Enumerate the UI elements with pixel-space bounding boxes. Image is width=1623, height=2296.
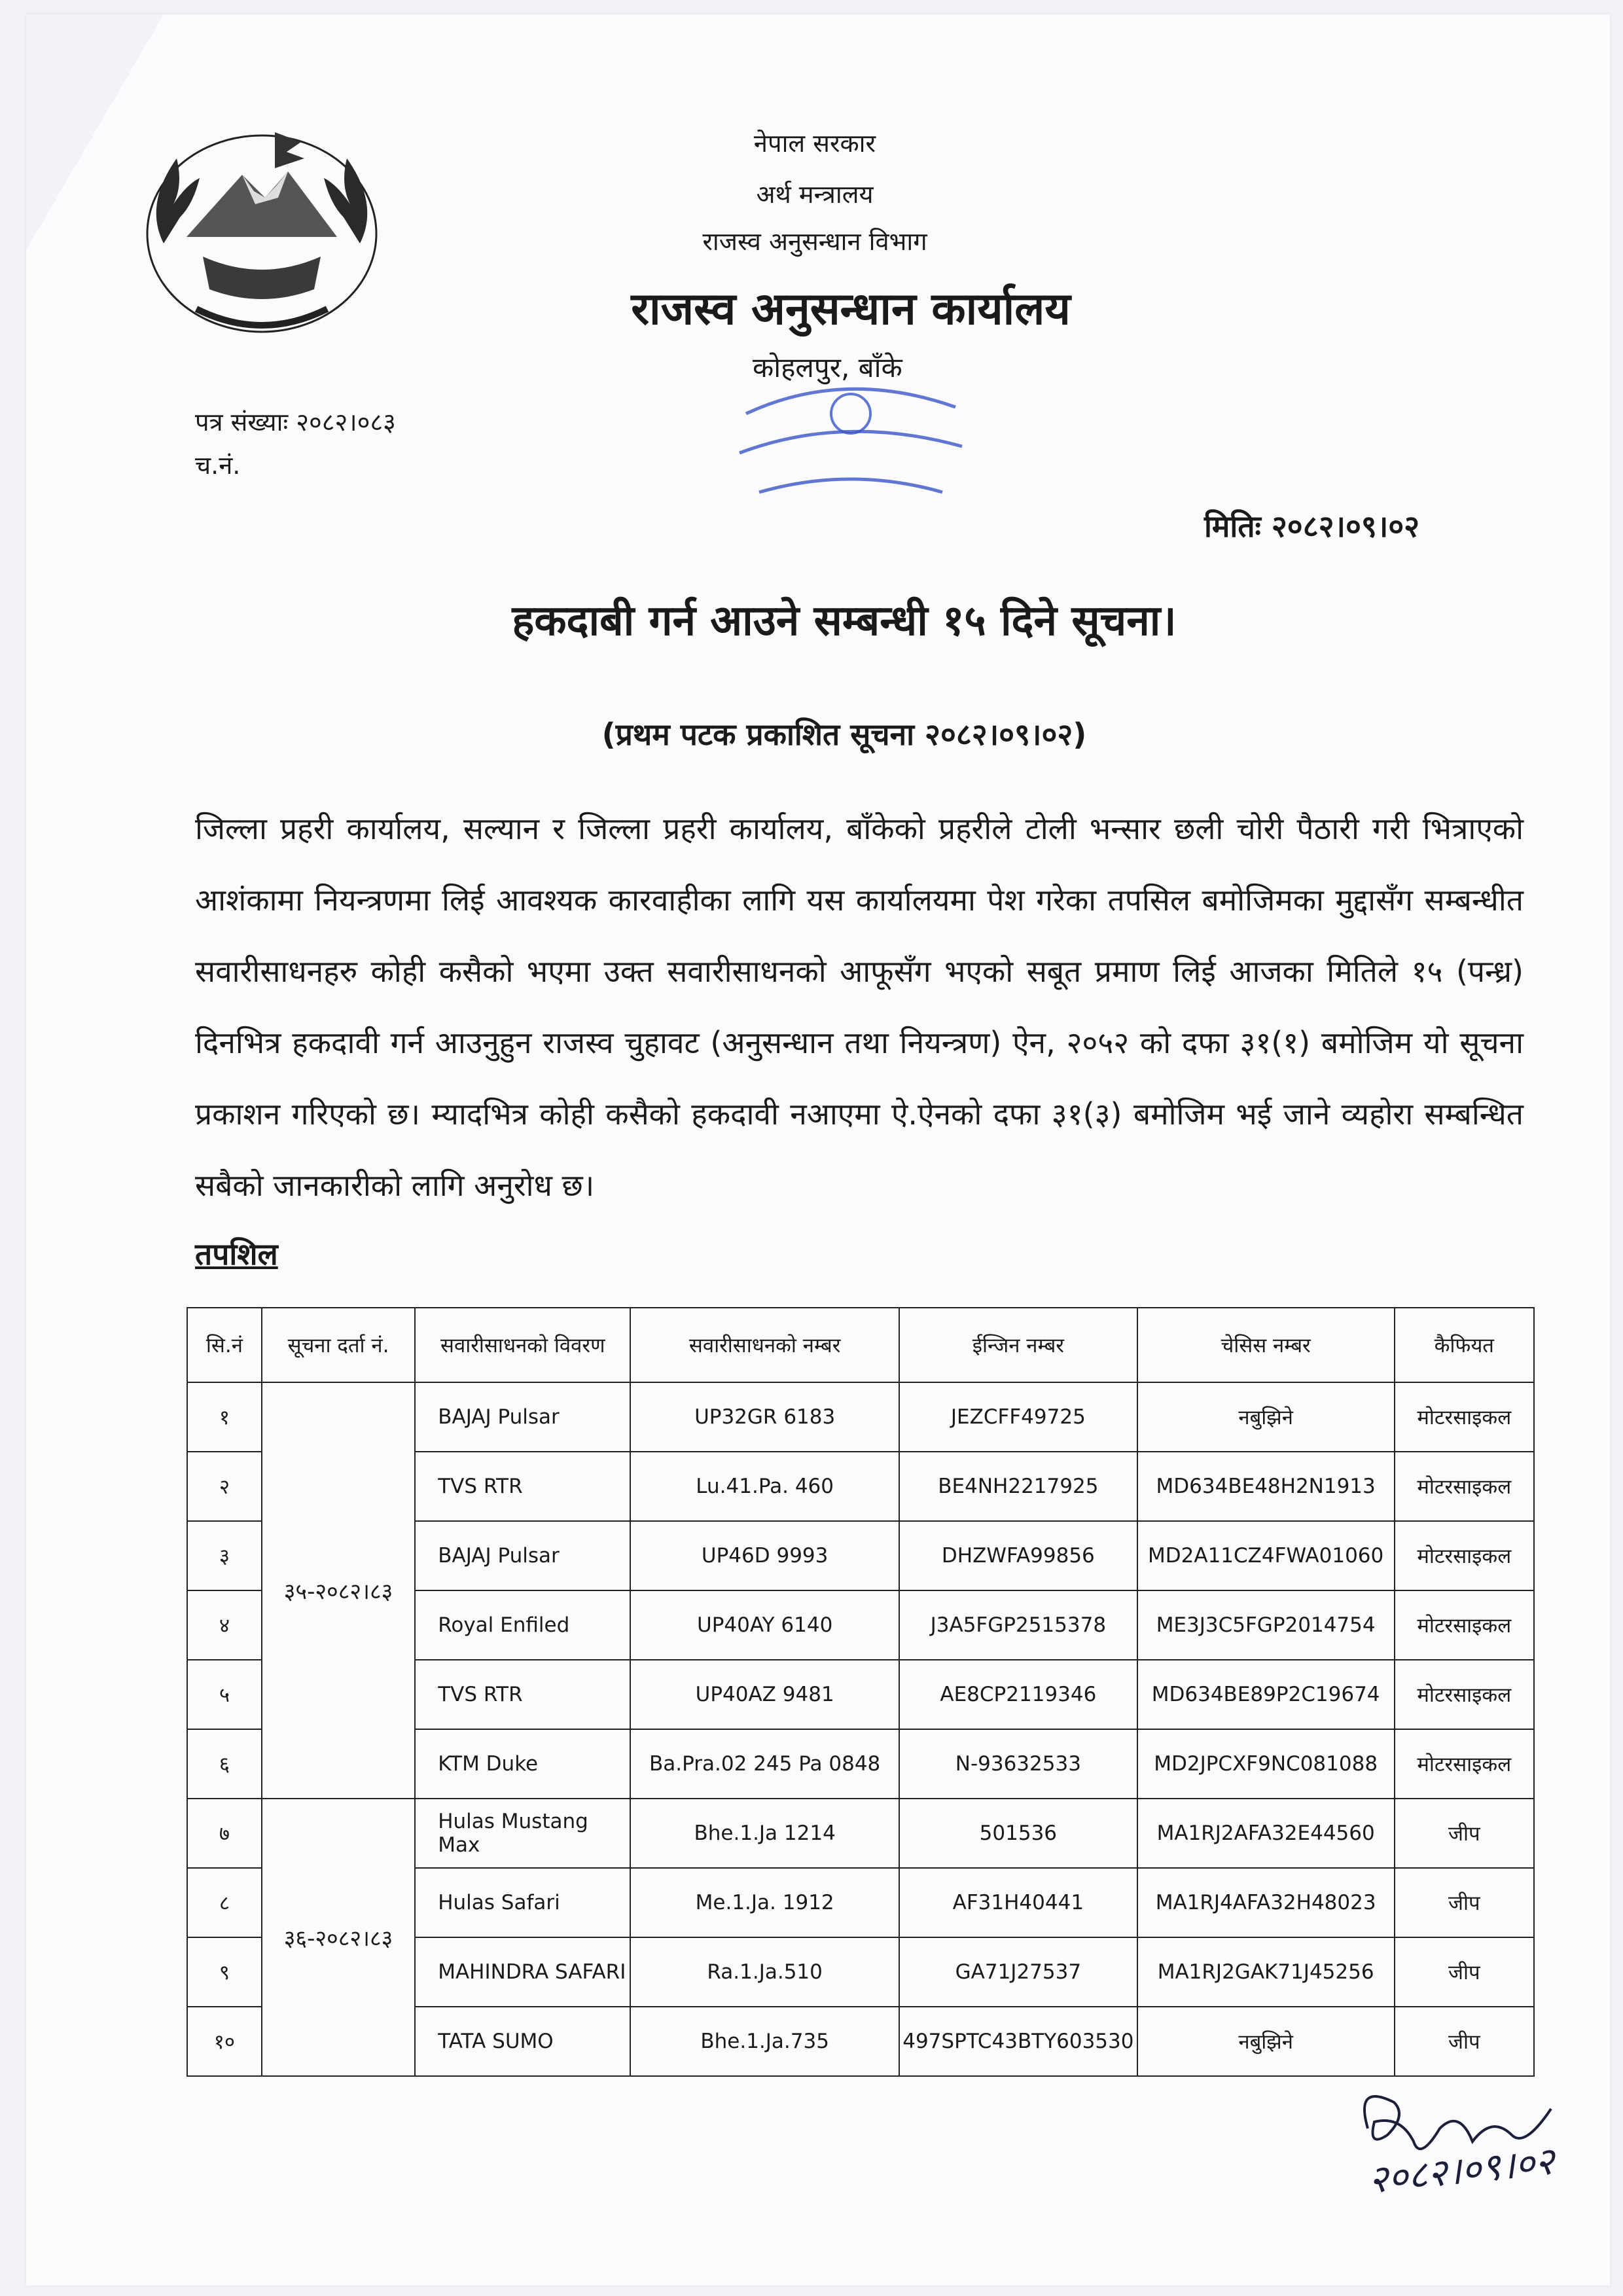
cell-vehicle-no: UP40AZ 9481 — [630, 1660, 899, 1729]
cell-remarks: मोटरसाइकल — [1395, 1590, 1534, 1660]
document-page — [26, 14, 1610, 2286]
cell-engine-no: BE4NH2217925 — [899, 1452, 1137, 1521]
cell-engine-no: 497SPTC43BTY603530 — [899, 2007, 1137, 2076]
cell-remarks: जीप — [1395, 1799, 1534, 1868]
table-row — [187, 1382, 1534, 1452]
cell-sn: २ — [187, 1452, 262, 1521]
cell-engine-no: AF31H40441 — [899, 1868, 1137, 1937]
col-vehicle-no: सवारीसाधनको नम्बर — [630, 1308, 899, 1382]
cell-vehicle-desc: KTM Duke — [415, 1729, 630, 1799]
cell-chassis-no: MD2A11CZ4FWA01060 — [1137, 1521, 1395, 1590]
cell-remarks: मोटरसाइकल — [1395, 1521, 1534, 1590]
cell-vehicle-desc: BAJAJ Pulsar — [415, 1382, 630, 1452]
cell-notice-no: ३५-२०८२।८३ — [262, 1382, 415, 1799]
cell-chassis-no: नबुझिने — [1137, 1382, 1395, 1452]
cell-chassis-no: MA1RJ2GAK71J45256 — [1137, 1937, 1395, 2007]
cell-sn: १० — [187, 2007, 262, 2076]
cell-remarks: मोटरसाइकल — [1395, 1729, 1534, 1799]
dispatch-number: च.नं. — [195, 451, 241, 480]
cell-sn: ९ — [187, 1937, 262, 2007]
header-department: राजस्व अनुसन्धान विभाग — [702, 227, 927, 256]
cell-vehicle-desc: Hulas Safari — [415, 1868, 630, 1937]
cell-engine-no: J3A5FGP2515378 — [899, 1590, 1137, 1660]
header-government: नेपाल सरकार — [753, 129, 876, 158]
cell-vehicle-no: UP40AY 6140 — [630, 1590, 899, 1660]
col-chassis-no: चेसिस नम्बर — [1137, 1308, 1395, 1382]
cell-vehicle-no: Lu.41.Pa. 460 — [630, 1452, 899, 1521]
cell-chassis-no: MD2JPCXF9NC081088 — [1137, 1729, 1395, 1799]
cell-engine-no: N-93632533 — [899, 1729, 1137, 1799]
annex-label: तपशिल — [195, 1236, 278, 1272]
cell-vehicle-desc: BAJAJ Pulsar — [415, 1521, 630, 1590]
cell-vehicle-desc: TVS RTR — [415, 1452, 630, 1521]
cell-chassis-no: MD634BE89P2C19674 — [1137, 1660, 1395, 1729]
signature-date: २०८२।०९।०२ — [1366, 2138, 1557, 2202]
cell-remarks: मोटरसाइकल — [1395, 1660, 1534, 1729]
cell-engine-no: JEZCFF49725 — [899, 1382, 1137, 1452]
col-engine-no: ईन्जिन नम्बर — [899, 1308, 1137, 1382]
office-location: कोहलपुर, बाँके — [753, 351, 902, 384]
notice-body: जिल्ला प्रहरी कार्यालय, सल्यान र जिल्ला प्रहरी कार्यालय, बाँकेको प्रहरीले टोली भन्सार छली चोरी पैठारी गरी भित्राएको आशंकामा नियन्त्रणमा लिई आवश्यक कारवाहीका लागि यस कार्यालयमा पेश गरेका तपसिल बमोजिमका मुद्दासँग सम्बन्धीत सवारीसाधनहरु कोही कसैको भएमा उक्त सवारीसाधनको आफूसँग भएको सबूत प्रमाण लिई आजका मितिले १५ (पन्ध्र) दिनभित्र हकदावी गर्न आउनुहुन राजस्व चुहावट (अनुसन्धान तथा नियन्त्रण) ऐन, २०५२ को दफा ३१(१) बमोजिम यो सूचना प्रकाशन गरिएको छ। म्यादभित्र कोही कसैको हकदावी नआएमा ऐ.ऐनको दफा ३१(३) बमोजिम भई जाने व्यहोरा सम्बन्धित सबैको जानकारीको लागि अनुरोध छ। — [195, 811, 1524, 1203]
cell-engine-no: DHZWFA99856 — [899, 1521, 1137, 1590]
cell-sn: ६ — [187, 1729, 262, 1799]
cell-remarks: मोटरसाइकल — [1395, 1382, 1534, 1452]
issue-date: मितिः २०८२।०९।०२ — [1204, 509, 1420, 544]
cell-engine-no: AE8CP2119346 — [899, 1660, 1137, 1729]
cell-vehicle-no: Bhe.1.Ja.735 — [630, 2007, 899, 2076]
col-sn: सि.नं — [187, 1308, 262, 1382]
cell-chassis-no: ME3J3C5FGP2014754 — [1137, 1590, 1395, 1660]
cell-vehicle-desc: MAHINDRA SAFARI — [415, 1937, 630, 2007]
cell-chassis-no: MA1RJ2AFA32E44560 — [1137, 1799, 1395, 1868]
cell-sn: ५ — [187, 1660, 262, 1729]
notice-subtitle: (प्रथम पटक प्रकाशित सूचना २०८२।०९।०२) — [601, 717, 1087, 752]
cell-chassis-no: नबुझिने — [1137, 2007, 1395, 2076]
col-notice-no: सूचना दर्ता नं. — [262, 1308, 415, 1382]
cell-vehicle-no: UP32GR 6183 — [630, 1382, 899, 1452]
cell-chassis-no: MA1RJ4AFA32H48023 — [1137, 1868, 1395, 1937]
notice-title: हकदाबी गर्न आउने सम्बन्धी १५ दिने सूचना। — [512, 597, 1177, 645]
col-remarks: कैफियत — [1395, 1308, 1534, 1382]
cell-vehicle-no: Ra.1.Ja.510 — [630, 1937, 899, 2007]
cell-vehicle-desc: TATA SUMO — [415, 2007, 630, 2076]
cell-vehicle-desc: Hulas Mustang Max — [415, 1799, 630, 1868]
letter-number: पत्र संख्याः २०८२।०८३ — [195, 408, 396, 437]
header-ministry: अर्थ मन्त्रालय — [756, 180, 874, 209]
col-vehicle-desc: सवारीसाधनको विवरण — [415, 1308, 630, 1382]
cell-vehicle-no: UP46D 9993 — [630, 1521, 899, 1590]
vehicle-table — [187, 1307, 1535, 2077]
cell-remarks: मोटरसाइकल — [1395, 1452, 1534, 1521]
cell-engine-no: 501536 — [899, 1799, 1137, 1868]
cell-sn: ७ — [187, 1799, 262, 1868]
office-name: राजस्व अनुसन्धान कार्यालय — [631, 283, 1071, 335]
cell-remarks: जीप — [1395, 1937, 1534, 2007]
cell-remarks: जीप — [1395, 2007, 1534, 2076]
cell-remarks: जीप — [1395, 1868, 1534, 1937]
cell-vehicle-no: Bhe.1.Ja 1214 — [630, 1799, 899, 1868]
cell-notice-no: ३६-२०८२।८३ — [262, 1799, 415, 2076]
office-stamp-icon — [720, 374, 982, 531]
cell-sn: ८ — [187, 1868, 262, 1937]
table-row — [187, 1799, 1534, 1868]
cell-sn: ४ — [187, 1590, 262, 1660]
cell-chassis-no: MD634BE48H2N1913 — [1137, 1452, 1395, 1521]
cell-sn: १ — [187, 1382, 262, 1452]
cell-engine-no: GA71J27537 — [899, 1937, 1137, 2007]
cell-vehicle-no: Ba.Pra.02 245 Pa 0848 — [630, 1729, 899, 1799]
cell-sn: ३ — [187, 1521, 262, 1590]
cell-vehicle-desc: TVS RTR — [415, 1660, 630, 1729]
cell-vehicle-no: Me.1.Ja. 1912 — [630, 1868, 899, 1937]
nepal-emblem-icon — [124, 113, 399, 361]
cell-vehicle-desc: Royal Enfiled — [415, 1590, 630, 1660]
table-header-row — [187, 1308, 1534, 1382]
